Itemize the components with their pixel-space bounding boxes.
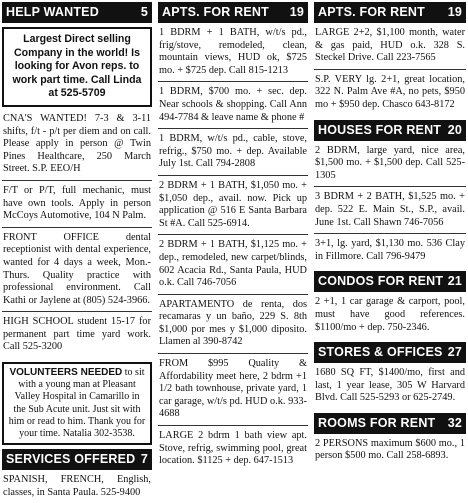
section-title: STORES & OFFICES [318, 345, 443, 360]
classified-ad: CNA'S WANTED! 7-3 & 3-11 shifts, f/t - p/t per diem and on call. Please apply in person @ Twin Pines Healthcare, 250 March Street. S.P. EEO/H [2, 113, 152, 181]
classified-ad: 1 BDRM, w/t/s pd., cable, stove, refrig., $750 mo. + dep. Available July 1st. Call 794-2808 [158, 133, 308, 176]
classified-ad: SPANISH, FRENCH, English, classes, in Santa Paula. 525-9400 [3, 474, 151, 498]
section-header-rooms [314, 413, 466, 434]
classified-ad: F/T or P/T, full mechanic, must have own tools. Apply in person McCoys Automotive, 104 N Palm. [2, 185, 152, 228]
section-header-condos [314, 271, 466, 292]
section-title: SERVICES OFFERED [6, 452, 136, 467]
classified-ad: HIGH SCHOOL student 15-17 for permanent part time yard work. Call 525-3200 [3, 316, 151, 353]
classified-ad: S.P. VERY lg. 2+1, great location, 322 N. Palm Ave #A, no pets, $950 mo + $950 dep. Chasco 643-8172 [315, 73, 465, 110]
section-number: 20 [447, 122, 462, 137]
section-title: HOUSES FOR RENT [318, 122, 442, 137]
section-header-services [2, 449, 152, 470]
column-apartments [158, 0, 308, 471]
classified-ad: 2 +1, 1 car garage & carport, pool, must have good references. $1100/mo + dep. 750-2346. [315, 296, 465, 333]
section-number: 19 [289, 5, 304, 19]
section-header-help-wanted [2, 2, 152, 23]
classified-ad: APARTAMENTO de renta, dos recamaras y un baño, 229 S. 8th $1,000 por mes y $1,000 diposito. Llamen al 390-8742 [158, 299, 308, 354]
column-rentals [314, 0, 466, 471]
classified-ad: 2 BDRM + 1 BATH, $1,125 mo. + dep., remodeled, new carpet/blinds, 602 Acacia Rd., Santa Paula, HUD o.k. Call 746-7056 [158, 239, 308, 294]
classified-ad: 2 PERSONS maximum $600 mo., 1 person $500 mo. Call 258-6893. [315, 437, 465, 462]
section-title: APTS. FOR RENT [318, 5, 425, 19]
section-header-apts [158, 2, 308, 23]
classified-ad: FROM $995 Quality & Affordability meet here, 2 bdrm +1 1/2 bath townhouse, private yard, 1 car garage, w/t/s pd. HUD o.k. 933-4688 [158, 358, 308, 426]
section-number: 19 [447, 5, 462, 19]
section-number: 32 [447, 415, 462, 430]
classified-ad: LARGE 2 bdrm 1 bath view apt. Stove, refrig, swimming pool, great location. $1125 + dep. 647-1513 [159, 430, 307, 467]
section-number: 7 [140, 452, 148, 467]
section-title: HELP WANTED [6, 5, 99, 19]
classified-ad: 1 BDRM + 1 BATH, w/t/s pd., frig/stove, remodeled, clean, mountain views, HUD ok, $725 mo. + $725 dep. Call 815-1213 [158, 27, 308, 82]
section-header-stores [314, 342, 466, 363]
section-header-houses [314, 120, 466, 141]
classified-ad: 1 BDRM, $700 mo. + sec. dep. Near schools & shopping. Call Ann 494-7784 & leave name & phone # [158, 86, 308, 129]
section-title: APTS. FOR RENT [162, 5, 269, 19]
classified-ad: 3 BDRM + 2 BATH, $1,525 mo. + dep. 522 E. Main St., S.P., avail. June 1st. Call Shawn 746-7056 [314, 191, 466, 234]
classified-ad: FRONT OFFICE dental receptionist with dental experience, wanted for 4 days a week, Mon.-Thurs. Quality practice with professional environment. Call Kathi or Jaylene at (805) 524-3966. [2, 232, 152, 313]
classified-ad: 2 BDRM + 1 BATH, $1,050 mo. + $1,050 dep., avail. now. Pick up application @ 516 E Santa Barbara St #A. Call 525-6914. [158, 180, 308, 235]
section-number: 27 [447, 345, 462, 360]
boxed-ad-volunteers [2, 362, 152, 445]
section-number: 21 [447, 274, 462, 289]
section-title: ROOMS FOR RENT [318, 415, 436, 430]
volunteer-heading: VOLUNTEERS NEEDED [9, 367, 123, 379]
classified-ad: 1680 SQ FT, $1400/mo, first and last, 1 year lease, 305 W Harvard Blvd. Call 525-5293 or 625-2749. [315, 367, 465, 404]
boxed-ad-avon: Largest Direct selling Company in the world! Is looking for Avon reps. to work part time. Call Linda at 525-5709 [2, 27, 152, 107]
classified-ad: LARGE 2+2, $1,100 month, water & gas paid, HUD o.k. 328 S. Steckel Drive. Call 223-7565 [314, 27, 466, 70]
classified-ad: 3+1, lg. yard, $1,130 mo. 536 Clay in Fillmore. Call 796-9479 [315, 238, 465, 262]
section-title: CONDOS FOR RENT [318, 274, 444, 289]
classified-ad: 2 BDRM, large yard, nice area, $1,500 mo. + $1,500 dep. Call 525-1305 [314, 145, 466, 188]
section-number: 5 [140, 5, 148, 19]
volunteer-text: to sit with a young man at Pleasant Valley Hospital in Camarillo in the Sub Acute unit. Just sit with him or read to him. Thank you for your time. Natalia 302-3538. [8, 367, 146, 440]
column-help-wanted [2, 0, 152, 498]
section-header-apts [314, 2, 466, 23]
